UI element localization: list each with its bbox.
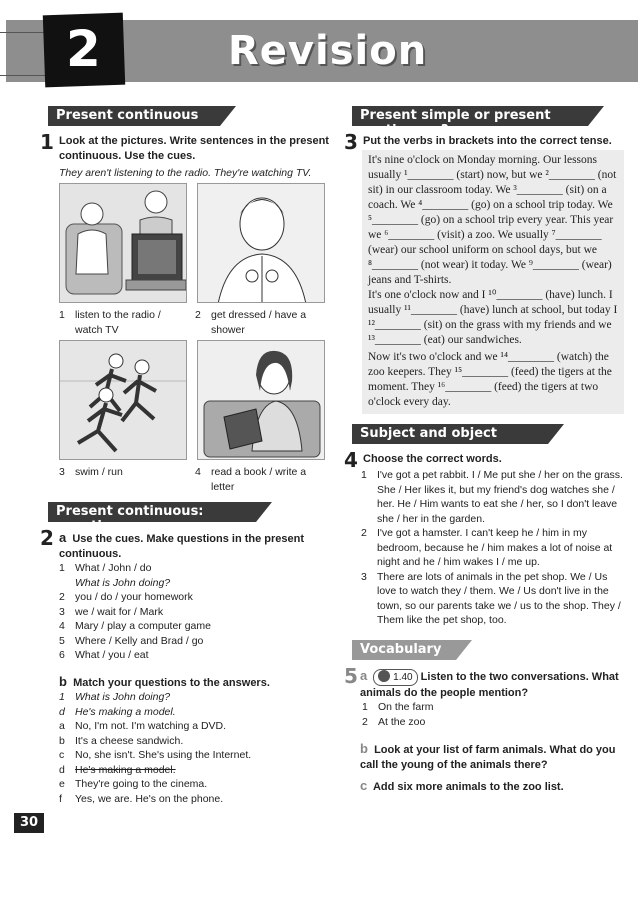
item-number: 2 — [362, 715, 368, 728]
list-item — [59, 705, 331, 720]
exercise-instruction: Choose the correct words. — [363, 453, 502, 465]
unit-number: 2 — [66, 20, 101, 78]
paragraph-1: It's nine o'clock on Monday morning. Our lessons usually ¹________ (start) now, but we ²________ (not sit) in our classroom today. We ³________ (sit) on a coach. We ⁴________ (go) on a school trip today. We ⁵________ (go) on a school trip every year. This year we ⁶________ (visit) a zoo. We usually ⁷________ (wear) our school uniform on school days, but we ⁸________ (not wear) it today. We ⁹________ (wear) jeans and T-shirts. — [368, 154, 617, 286]
item-text: What / John / do — [75, 562, 152, 574]
audio-track-button[interactable] — [373, 669, 417, 686]
unit-banner — [0, 14, 638, 82]
location-list — [362, 700, 622, 729]
caption-3 — [59, 465, 187, 480]
picture-running — [59, 340, 187, 460]
track-number: 1.40 — [393, 672, 413, 683]
exercise-letter: c — [360, 778, 368, 793]
example-sentence: They aren't listening to the radio. They're watching TV. — [59, 167, 312, 179]
item-text: I've got a pet rabbit. I / Me put she / her on the grass. She / Her likes it, but my friend's dog watches she / her. He / Him wants to eat she / her, so I don't leave she / her in the garden. — [377, 469, 623, 525]
item-letter: c — [59, 749, 65, 761]
item-text: They're going to the cinema. — [75, 778, 208, 790]
paragraph-3: Now it's two o'clock and we ¹⁴________ (watch) the zoo keepers. They ¹⁵________ (feed) the tigers at the moment. They ¹⁶________ (feed) the tigers at two o'clock every day. — [368, 351, 612, 408]
list-item — [361, 526, 627, 570]
caption-text: listen to the radio / watch TV — [75, 309, 161, 336]
instruction-text: Look at your list of farm animals. What do you call the young of the animals there? — [360, 744, 616, 771]
exercise-number: 3 — [344, 130, 358, 154]
list-item — [59, 634, 331, 649]
item-text: What is John doing? — [75, 691, 171, 703]
caption-text: swim / run — [75, 466, 123, 478]
dressing-illustration — [198, 184, 325, 303]
reading-illustration — [198, 341, 325, 460]
item-letter: 1 — [59, 691, 65, 703]
item-number — [59, 576, 75, 591]
list-item — [59, 792, 331, 807]
item-text: you / do / your homework — [75, 591, 193, 603]
item-number: 6 — [59, 649, 65, 661]
exercise-instruction — [360, 741, 626, 773]
answer-list — [59, 690, 331, 806]
item-text: I've got a hamster. I can't keep he / him in my bedroom, because he / him makes a lot of noise at night and he / him wakes I / me up. — [377, 527, 613, 568]
item-letter: b — [59, 734, 65, 747]
item-letter: a — [59, 720, 65, 732]
exercise-letter: b — [360, 741, 368, 756]
caption-number: 2 — [195, 309, 201, 321]
item-number: 2 — [361, 527, 367, 539]
list-item — [59, 748, 331, 763]
section-present-continuous — [48, 106, 220, 126]
exercise-letter: a — [59, 530, 67, 545]
section-simple-or-continuous — [352, 106, 588, 138]
item-letter: e — [59, 778, 65, 790]
item-text: There are lots of animals in the pet shop. We / Us love to watch they / them. We / Us don't live in the town, so our parents take we / us to the shop. They / Them like the pet shop, too. — [377, 570, 621, 626]
item-number: 3 — [59, 605, 65, 618]
section-title: Present continuous — [56, 108, 199, 123]
caption-number: 4 — [195, 466, 201, 478]
caption-text: get dressed / have a shower — [211, 309, 307, 336]
instruction-text: Match your questions to the answers. — [73, 677, 270, 689]
exercise-instruction: Put the verbs in brackets into the correct tense. — [363, 135, 612, 147]
caption-number: 3 — [59, 466, 65, 478]
item-text-struck: He's making a model. — [75, 763, 176, 776]
exercise-number: 5 — [344, 664, 358, 688]
item-letter: d — [59, 763, 65, 776]
item-text: What is John doing? — [75, 576, 171, 589]
item-text: Where / Kelly and Brad / go — [75, 634, 204, 647]
list-item — [59, 576, 331, 591]
item-text: He's making a model. — [75, 705, 176, 718]
exercise-number: 4 — [344, 448, 358, 472]
item-text: we / wait for / Mark — [75, 605, 164, 618]
item-letter: f — [59, 792, 62, 805]
exercise-number: 1 — [40, 130, 54, 154]
section-title: Present continuous: questions — [56, 504, 204, 534]
exercise-number: 2 — [40, 526, 54, 550]
list-item — [59, 777, 331, 792]
section-pc-questions — [48, 502, 256, 534]
list-item — [361, 468, 627, 526]
question-cue-list — [59, 561, 331, 663]
exercise-instruction — [360, 778, 626, 795]
item-text: No, she isn't. She's using the Internet. — [75, 749, 252, 761]
paragraph-2: It's one o'clock now and I ¹⁰________ (have) lunch. I usually ¹¹________ (have) lunch at school, but today I ¹²________ (sit) on the grass with my friends and we ¹³________ (eat) our sandwiches. — [368, 289, 618, 346]
list-item — [362, 715, 622, 730]
list-item — [59, 619, 331, 634]
pronoun-list — [361, 468, 627, 628]
list-item — [59, 734, 331, 749]
tv-illustration — [60, 184, 187, 303]
caption-4 — [195, 465, 323, 494]
list-item — [59, 561, 331, 576]
audio-icon — [378, 670, 390, 682]
list-item — [362, 700, 622, 715]
item-text: Yes, we are. He's on the phone. — [75, 792, 224, 805]
caption-1 — [59, 308, 187, 337]
section-pronouns — [352, 424, 548, 456]
item-number: 1 — [362, 701, 368, 713]
list-item — [59, 690, 331, 705]
caption-number: 1 — [59, 309, 65, 321]
section-title: Vocabulary — [360, 642, 442, 657]
running-illustration — [60, 341, 187, 460]
item-text: No, I'm not. I'm watching a DVD. — [75, 720, 227, 732]
list-item — [59, 590, 331, 605]
item-text: On the farm — [378, 701, 434, 713]
item-number: 5 — [59, 634, 65, 647]
exercise-instruction — [360, 668, 626, 701]
picture-getting-dressed — [197, 183, 325, 303]
item-number: 4 — [59, 620, 65, 632]
item-letter: d — [59, 705, 65, 718]
section-title: Subject and object pronouns — [360, 426, 497, 456]
caption-2 — [195, 308, 323, 337]
list-item — [59, 763, 331, 778]
item-text: Mary / play a computer game — [75, 620, 211, 632]
item-text: What / you / eat — [75, 649, 149, 661]
list-item — [59, 719, 331, 734]
gap-fill-text-box — [362, 150, 624, 414]
item-text: At the zoo — [378, 715, 426, 728]
list-item — [361, 570, 627, 628]
item-number: 2 — [59, 591, 65, 603]
exercise-letter: b — [59, 674, 67, 689]
item-number: 3 — [361, 570, 367, 583]
item-number: 1 — [361, 469, 367, 481]
list-item — [59, 648, 331, 663]
picture-watching-tv — [59, 183, 187, 303]
section-title: Present simple or present continuous? — [360, 108, 551, 138]
exercise-instruction — [59, 530, 331, 562]
page-number: 30 — [14, 813, 44, 833]
item-text: It's a cheese sandwich. — [75, 734, 184, 747]
section-vocabulary — [352, 640, 456, 660]
instruction-text: Listen to the two conversations. What animals do the people mention? — [360, 671, 619, 699]
instruction-text: Add six more animals to the zoo list. — [372, 781, 564, 793]
list-item — [59, 605, 331, 620]
exercise-letter: a — [360, 668, 368, 683]
item-number: 1 — [59, 562, 65, 574]
page-title: Revision — [228, 28, 428, 74]
instruction-text: Use the cues. Make questions in the present continuous. — [59, 533, 305, 560]
caption-text: read a book / write a letter — [211, 466, 307, 493]
exercise-instruction — [59, 674, 331, 691]
picture-reading — [197, 340, 325, 460]
exercise-instruction: Look at the pictures. Write sentences in the present continuous. Use the cues. — [59, 135, 329, 162]
